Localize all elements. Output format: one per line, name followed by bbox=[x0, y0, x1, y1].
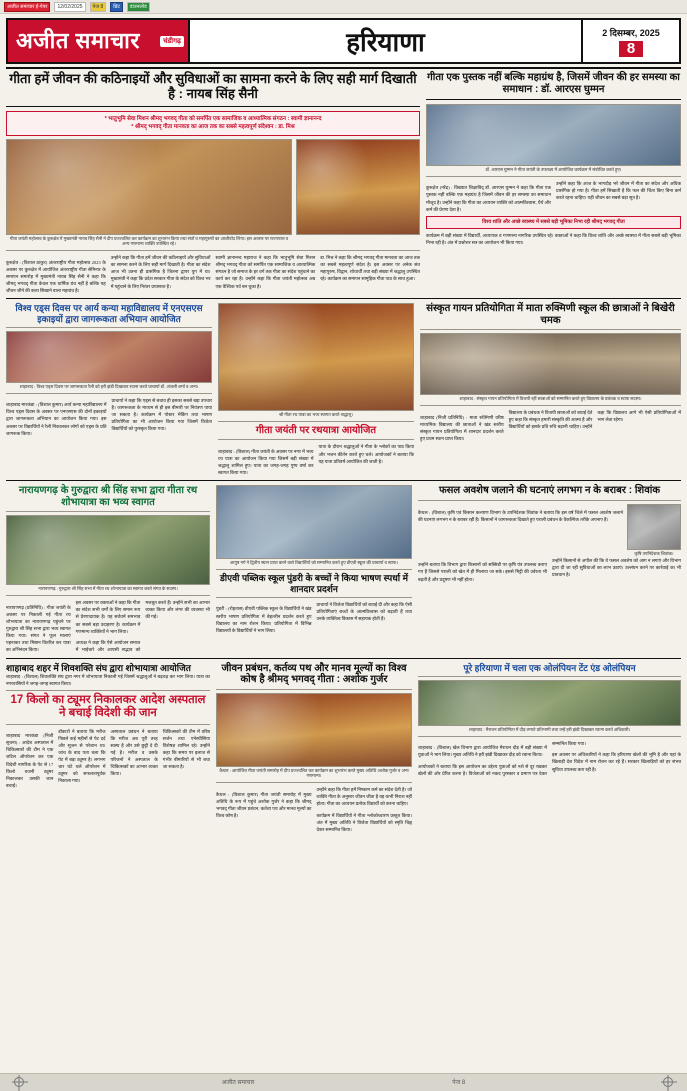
row-4 bbox=[6, 663, 681, 834]
lead-banner-line1: * भातुभूमि सेवा मिशन श्रीमद् भगवद् गीता को समर्पित एक सामाजिक व आध्यात्मिक संगठन : स्वामी ज्ञानानन्द bbox=[104, 115, 322, 122]
story-marathon bbox=[418, 663, 681, 834]
epaper-toolbar[interactable] bbox=[0, 0, 687, 14]
dav-body bbox=[216, 601, 412, 634]
toolbar-chip-3[interactable]: प्रिंट bbox=[110, 2, 123, 12]
narayangarh-caption: नारायणगढ़ : गुरुद्वारा श्री सिंह सभा में गीता रथ शोभायात्रा का स्वागत करते संगत के सदस्य। bbox=[38, 586, 178, 592]
lead-para-0: कुरुक्षेत्र : (विशाल ठाकुर) अंतरराष्ट्रीय गीता महोत्सव 2025 के अवसर पर कुरुक्षेत्र में आयोजित अंतरराष्ट्रीय गीता सेमिनार के समापन समारोह में मुख्यमंत्री नायब सिंह सैनी ने कहा कि श्रीमद् भगवद् गीता केवल एक धार्मिक ग्रंथ नहीं है बल्कि यह जीवन जीने की कला सिखाने वाला महाग्रंथ है। bbox=[6, 259, 106, 294]
nss-caption: शाहाबाद : विश्व एड्स दिवस पर जागरूकता रैली को हरी झंडी दिखाकर रवाना करते प्राचार्या डॉ. अंजली शर्मा व अन्य। bbox=[19, 383, 199, 389]
story-sanskrit bbox=[420, 303, 681, 476]
fasal-para-0: कैथल : (विशाल) कृषि एवं किसान कल्याण विभाग के उपनिदेशक शिवांक ने बताया कि इस वर्ष जिले में फसल अवशेष जलाने की घटनाएं लगभग न के बराबर रही हैं। किसानों ने जागरूकता दिखाते हुए पराली प्रबंधन के वैकल्पिक तरीके अपनाए हैं। bbox=[418, 509, 623, 522]
sanskrit-photo bbox=[420, 333, 681, 395]
narayangarh-photo bbox=[6, 515, 210, 585]
narayangarh-body bbox=[6, 599, 210, 653]
right-top-para-0: कुरुक्षेत्र (नरेंद्र) : विख्यात शिक्षाविद् डॉ. आरएस घुम्मन ने कहा कि गीता एक पुस्तक नहीं बल्कि एक महाग्रंथ है जिसमें जीवन की हर समस्या का समाधान मौजूद है। उन्होंने कहा कि गीता का अध्ययन व्यक्ति को आत्मविश्वास, धैर्य और कर्म की प्रेरणा देता है। bbox=[426, 185, 551, 212]
marathon-para-2: इस अवसर पर अधिकारियों ने कहा कि हरियाणा खेलों की भूमि है और यहां के खिलाड़ी देश विदेश में नाम रोशन कर रहे हैं। सरकार खिलाड़ियों को हर संभव सुविधा उपलब्ध करा रही है। bbox=[552, 752, 681, 772]
fasal-body bbox=[418, 557, 681, 585]
row-3 bbox=[6, 485, 681, 653]
ashok-para-1: उन्होंने कहा कि गीता हमें निष्काम कर्म का संदेश देती है। जो व्यक्ति गीता के अनुसार जीवन जीता है वह कभी निराश नहीं होता। गीता का अध्ययन प्रत्येक विद्यार्थी को करना चाहिए। bbox=[316, 787, 412, 807]
nss-body bbox=[6, 397, 212, 439]
right-top-photo bbox=[426, 104, 681, 166]
registration-mark-right bbox=[663, 1077, 673, 1087]
toolbar-chip-4[interactable]: डाउनलोड bbox=[127, 2, 150, 12]
sanskrit-caption: शाहाबाद : संस्कृत गायन प्रतियोगिता में विजयी रहीं छात्राओं को सम्मानित करते हुए विद्यालय के प्रबंधक व स्टाफ सदस्य। bbox=[459, 396, 642, 402]
lead-headline: गीता हमें जीवन की कठिनाइयों और सुविधाओं का सामना करने के लिए सही मार्ग दिखाती है : नायब सिंह सैनी bbox=[9, 71, 417, 101]
geeta-yatra-headline: गीता जयंती पर रथयात्रा आयोजित bbox=[255, 424, 377, 436]
right-top-para-2: कार्यक्रम में बड़ी संख्या में विद्यार्थी, अध्यापक व गणमान्य नागरिक उपस्थित रहे। वक्ताओं ने कहा कि विश्व शांति और अच्छे स्वास्थ्य में गीता सबसे बड़ी भूमिका निभा रही है। अंत में प्रश्नोत्तर सत्र का आयोजन भी किया गया। bbox=[426, 232, 681, 245]
marathon-caption: शाहाबाद : मैराथन प्रतियोगिता में दौड़ लगाते प्रतिभागी तथा उन्हें हरी झंडी दिखाकर रवाना करते अधिकारी। bbox=[468, 726, 631, 732]
lead-body bbox=[6, 254, 420, 294]
row-2 bbox=[6, 303, 681, 476]
narayangarh-para-2: अध्यक्ष ने कहा कि ऐसे आयोजन समाज में भाईचारे और आपसी सद्भाव को मजबूत करते हैं। उन्होंने सभी का आभार व्यक्त किया और लंगर की व्यवस्था भी की गई। bbox=[75, 600, 210, 653]
lead-banner bbox=[6, 111, 420, 136]
shobhayatra-headline: शाहाबाद शहर में शिवशक्ति संघ द्वारा शोभायात्रा आयोजित bbox=[6, 662, 191, 673]
fasal-caption: कृषि उपनिदेशक शिवांक। bbox=[634, 550, 674, 556]
lead-para-1: उन्होंने कहा कि गीता हमें जीवन की कठिनाइयों और सुविधाओं का सामना करने के लिए सही मार्ग दिखाती है। गीता का संदेश आज भी उतना ही प्रासंगिक है जितना द्वापर युग में था। मुख्यमंत्री ने कहा कि प्रदेश सरकार गीता के संदेश को विश्व भर में पहुंचाने के लिए निरंतर प्रयासरत है। bbox=[110, 255, 211, 289]
right-top-caption: डॉ. आरएस घुम्मन ने गीता जयंती के उपलक्ष्य में आयोजित कार्यक्रम में संबोधित करते हुए। bbox=[485, 167, 622, 172]
masthead bbox=[6, 18, 681, 64]
fasal-para-2: उन्होंने किसानों से अपील की कि वे फसल अवशेष को आग न लगाएं और विभाग द्वारा दी जा रही सुविधाओं का लाभ उठाएं। उल्लंघन करने पर कार्रवाई का भी प्रावधान है। bbox=[552, 557, 681, 577]
right-top-headline: गीता एक पुस्तक नहीं बल्कि महाग्रंथ है, जिसमें जीवन की हर समस्या का समाधान : डॉ. आरएस घुम्मन bbox=[427, 72, 680, 95]
fasal-para-1: उन्होंने बताया कि विभाग द्वारा किसानों को सब्सिडी पर कृषि यंत्र उपलब्ध कराए गए हैं जिससे पराली को खेत में ही मिलाया जा सके। इससे मिट्टी की उर्वरता भी बढ़ती है और प्रदूषण भी नहीं होता। bbox=[418, 562, 547, 582]
sanskrit-para-0: शाहाबाद (निजी प्रतिनिधि) : माता रुक्मिणी वरिष्ठ माध्यमिक विद्यालय की छात्राओं ने खंड स्तरीय संस्कृत गायन प्रतियोगिता में शानदार प्रदर्शन करते हुए प्रथम स्थान प्राप्त किया। bbox=[420, 414, 504, 441]
sanskrit-body bbox=[420, 409, 681, 442]
hospital-headline: 17 किलो का ट्यूमर निकालकर आदेश अस्पताल ने बचाई विदेशी की जान bbox=[10, 694, 206, 720]
narayangarh-para-0: नारायणगढ़ (प्रतिनिधि) : गीता जयंती के अवसर पर निकाली गई गीता रथ शोभायात्रा का नारायणगढ़ पहुंचने पर गुरुद्वारा श्री सिंह सभा द्वारा भव्य स्वागत किया गया। संगत ने फूल मालाएं पहनाकर तथा मिष्ठान वितरित कर यात्रा का अभिनंदन किया। bbox=[6, 604, 71, 653]
lead-photo-secondary bbox=[296, 139, 420, 235]
ashok-body bbox=[216, 786, 412, 833]
ashok-para-0: कैथल : (विशाल कुमार) गीता जयंती समारोह में मुख्य अतिथि के रूप में पहुंचे अशोक गुर्जर ने कहा कि श्रीमद् भगवद् गीता जीवन प्रबंधन, कर्तव्य पथ और मानव मूल्यों का विश्व कोष है। bbox=[216, 791, 312, 818]
hospital-body bbox=[6, 728, 210, 789]
story-geeta-yatra bbox=[218, 303, 414, 476]
nss-para-0: शाहाबाद मारकंडा : (विशाल कुमार) आर्य कन्या महाविद्यालय में विश्व एड्स दिवस के अवसर पर एनएसएस की दोनों इकाइयों द्वारा जागरूकता अभियान का आयोजन किया गया। इस अवसर पर विद्यार्थियों ने रैली निकालकर लोगों को एड्स के प्रति जागरूक किया। bbox=[6, 402, 107, 436]
fasal-headline: फसल अवशेष जलाने की घटनाएं लगभग न के बराबर : शिवांक bbox=[438, 485, 661, 497]
geeta-yatra-caption: श्री गीता रथ यात्रा का भव्य स्वागत करते श्रद्धालु। bbox=[278, 412, 354, 418]
dav-caption: आयुष गर्ग ने द्वितीय स्थान प्राप्त करने वाले विद्यार्थियों को सम्मानित करते हुए डीएवी स्कूल की प्राचार्या व स्टाफ। bbox=[229, 560, 399, 566]
masthead-brand bbox=[8, 20, 188, 62]
dav-para-0: पुंडरी : (रोहतास) डीएवी पब्लिक स्कूल के विद्यार्थियों ने खंड स्तरीय भाषण प्रतियोगिता में बेहतरीन प्रदर्शन करते हुए विद्यालय का नाम रोशन किया। प्रतियोगिता में विभिन्न विद्यालयों के विद्यार्थियों ने भाग लिया। bbox=[216, 606, 312, 633]
marathon-photo bbox=[418, 680, 681, 726]
marathon-para-0: शाहाबाद : (विशाल) खेल विभाग द्वारा आयोजित मैराथन दौड़ में बड़ी संख्या में युवाओं ने भाग लिया। मुख्य अतिथि ने हरी झंडी दिखाकर दौड़ को रवाना किया। bbox=[418, 745, 547, 758]
dav-headline: डीएवी पब्लिक स्कूल पुंडरी के बच्चों ने किया भाषण स्पर्धा में शानदार प्रदर्शन bbox=[219, 573, 408, 594]
right-top-para-1: उन्होंने कहा कि आज के भागदौड़ भरे जीवन में गीता का संदेश और अधिक प्रासंगिक हो गया है। गीता हमें सिखाती है कि फल की चिंता किए बिना कर्म करते रहना चाहिए। यही जीवन का सबसे बड़ा सूत्र है। bbox=[556, 180, 681, 200]
page-footer bbox=[0, 1073, 687, 1089]
lead-story bbox=[6, 72, 420, 294]
sanskrit-headline: संस्कृत गायन प्रतियोगिता में माता रुक्मिणी स्कूल की छात्राओं ने बिखेरी चमक bbox=[426, 303, 675, 326]
marathon-body bbox=[418, 740, 681, 778]
top-section bbox=[6, 72, 681, 294]
page-number: 8 bbox=[619, 41, 643, 57]
nss-photo bbox=[6, 331, 212, 383]
hospital-para-0: शाहाबाद मारकंडा (निजी सूचना) : आदेश अस्पताल में चिकित्सकों की टीम ने एक जटिल ऑपरेशन कर एक विदेशी नागरिक के पेट से 17 किलो वजनी ट्यूमर निकालकर उसकी जान बचाई। bbox=[6, 733, 54, 788]
sanskrit-para-1: विद्यालय के प्रबंधक ने विजयी छात्राओं को बधाई देते हुए कहा कि संस्कृत हमारी संस्कृति की आत्मा है और विद्यार्थियों को इसके प्रति रुचि बढ़ानी चाहिए। उन्होंने कहा कि विद्यालय आगे भी ऐसी प्रतियोगिताओं में भाग लेता रहेगा। bbox=[508, 409, 681, 430]
geeta-yatra-para-0: शाहाबाद : (विशाल) गीता जयंती के अवसर पर नगर में भव्य रथ यात्रा का आयोजन किया गया जिसमें बड़ी संख्या में श्रद्धालु शामिल हुए। यात्रा का जगह-जगह पुष्प वर्षा कर स्वागत किया गया। bbox=[218, 449, 314, 476]
marathon-para-1: आयोजकों ने बताया कि इस आयोजन का उद्देश्य युवाओं को नशे से दूर रखकर खेलों की ओर प्रेरित करना है। विजेताओं को नकद पुरस्कार व प्रमाण पत्र देकर सम्मानित किया गया। bbox=[418, 740, 586, 777]
story-narayangarh bbox=[6, 485, 210, 653]
nss-headline: विश्व एड्स दिवस पर आर्य कन्या महाविद्यालय में एनएसएस इकाइयों द्वारा जागरूकता अभियान आयोजित bbox=[15, 303, 203, 324]
lead-photo-main bbox=[6, 139, 292, 235]
marathon-headline: पूरे हरियाणा में चला एक ओलंपियन टेंट एंड ओलंपियन bbox=[463, 662, 636, 673]
fasal-photo bbox=[627, 504, 681, 550]
registration-mark-left bbox=[14, 1077, 24, 1087]
geeta-yatra-para-1: यात्रा के दौरान श्रद्धालुओं ने गीता के श्लोकों का पाठ किया और भजन कीर्तन करते हुए चले। आयोजकों ने बताया कि यह यात्रा प्रतिवर्ष आयोजित की जाती है। bbox=[318, 444, 414, 464]
lead-para-3: डा. मिश्र ने कहा कि श्रीमद् भगवद् गीता मानवता का आज तक का सबसे महत्वपूर्ण संदेश है। इस अवसर पर अनेक संत महापुरुष, विद्वान, शोधार्थी तथा बड़ी संख्या में श्रद्धालु उपस्थित रहे। कार्यक्रम का समापन सामूहिक गीता पाठ के साथ हुआ। bbox=[320, 255, 420, 282]
lead-photo-caption: गीता जयंती महोत्सव के कुरुक्षेत्र में मुख्यमंत्री नायब सिंह सैनी ने दीप प्रज्ज्वलित कर कार्यक्रम का शुभारंभ किया तथा संतों व महापुरुषों का आशीर्वाद लिया। इस अवसर पर राज्यपाल व अन्य गणमान्य व्यक्ति उपस्थित रहे। bbox=[9, 235, 289, 247]
dav-photo bbox=[216, 485, 412, 559]
shobhayatra-para-0: शाहाबाद : (विशाल) शिवशक्ति संघ द्वारा नगर में शोभायात्रा निकाली गई जिसमें श्रद्धालुओं ने बढ़चढ़ कर भाग लिया। यात्रा का नगरवासियों ने जगह-जगह स्वागत किया। bbox=[6, 673, 210, 687]
story-dav bbox=[216, 485, 412, 653]
nss-para-1: प्राचार्या ने कहा कि एड्स से बचाव ही इसका सबसे बड़ा उपचार है। जागरूकता के माध्यम से ही इस बीमारी पर नियंत्रण पाया जा सकता है। कार्यक्रम में पोस्टर मेकिंग तथा भाषण प्रतियोगिता का भी आयोजन किया गया जिसमें विजेता विद्यार्थियों को पुरस्कृत किया गया। bbox=[111, 397, 212, 432]
hospital-para-1: डॉक्टरों ने बताया कि मरीज पिछले कई महीनों से पेट दर्द और सूजन से परेशान था। जांच के बाद पता चला कि पेट में बड़ा ट्यूमर है। लगभग चार घंटे चले ऑपरेशन में ट्यूमर को सफलतापूर्वक निकाला गया। bbox=[58, 728, 106, 784]
narayangarh-headline: नारायणगढ़ के गुरुद्वारा श्री सिंह सभा द्वारा गीता रथ शोभायात्रा का भव्य स्वागत bbox=[18, 485, 198, 508]
story-fasal bbox=[418, 485, 681, 653]
masthead-edition: चंडीगढ़ bbox=[160, 36, 184, 47]
story-hospital-block bbox=[6, 663, 210, 834]
hospital-para-3: चिकित्सकों की टीम में वरिष्ठ सर्जन तथा एनेस्थीसिया विशेषज्ञ शामिल रहे। उन्होंने कहा कि समय पर इलाज से गंभीर बीमारियों से भी बचा जा सकता है। bbox=[162, 728, 210, 770]
ashok-headline: जीवन प्रबंधन, कर्तव्य पथ और मानव मूल्यों का विश्व कोष है श्रीमद् भगवद् गीता : अशोक गुर्जर bbox=[221, 662, 407, 686]
masthead-meta bbox=[583, 20, 679, 62]
narayangarh-para-1: इस अवसर पर वक्ताओं ने कहा कि गीता का संदेश सभी धर्मों के लिए समान रूप से प्रेरणादायक है। यह सर्वधर्म समभाव का सबसे बड़ा उदाहरण है। कार्यक्रम में गणमान्य व्यक्तियों ने भाग लिया। bbox=[75, 600, 141, 634]
story-right-top bbox=[426, 72, 681, 294]
ashok-caption: कैथल : आयोजित गीता जयंती समारोह में दीप प्रज्ज्वलित कर कार्यक्रम का शुभारंभ करते मुख्य अतिथि अशोक गुर्जर व अन्य गणमान्य। bbox=[219, 767, 409, 779]
story-ashok-gurjar bbox=[216, 663, 412, 834]
ashok-photo bbox=[216, 693, 412, 767]
toolbar-chip-2[interactable]: पेज 8 bbox=[90, 2, 107, 12]
story-nss bbox=[6, 303, 212, 476]
hospital-para-2: अस्पताल प्रबंधन ने बताया कि मरीज अब पूरी तरह स्वस्थ है और उसे छुट्टी दे दी गई है। मरीज व उसके परिजनों ने अस्पताल के चिकित्सकों का आभार व्यक्त किया। bbox=[110, 728, 158, 777]
geeta-yatra-body bbox=[218, 443, 414, 476]
footer-left: अजीत समाचार bbox=[221, 1079, 255, 1086]
masthead-date: 2 दिसम्बर, 2025 bbox=[602, 27, 660, 38]
dav-para-1: प्राचार्या ने विजेता विद्यार्थियों को बधाई दी और कहा कि ऐसी प्रतियोगिताएं बच्चों के आत्मविश्वास को बढ़ाती हैं तथा उनके व्यक्तित्व विकास में सहायक होती हैं। bbox=[316, 601, 412, 622]
right-top-body-a bbox=[426, 180, 681, 213]
toolbar-chip-1[interactable]: 12/02/2025 bbox=[54, 2, 85, 12]
right-top-highlight: विश्व शांति और अच्छे स्वास्थ्य में सबसे बड़ी भूमिका निभा रही श्रीमद् भगवद् गीता bbox=[426, 216, 681, 229]
toolbar-chip-0[interactable]: अजीत समाचार ई-पेपर bbox=[4, 2, 50, 12]
lead-para-2: स्वामी ज्ञानानन्द महाराज ने कहा कि भातुभूमि सेवा मिशन श्रीमद् भगवद् गीता को समर्पित एक सामाजिक व आध्यात्मिक संगठन है जो समाज के हर वर्ग तक गीता का संदेश पहुंचाने का कार्य कर रहा है। उन्होंने कहा कि गीता जयंती महोत्सव अब एक वैश्विक पर्व बन चुका है। bbox=[215, 255, 316, 289]
masthead-section: हरियाणा bbox=[188, 20, 583, 62]
footer-right: पेज 8 bbox=[452, 1079, 466, 1086]
lead-banner-line2: * श्रीमद् भगवद् गीता मानवता का आज तक का सबसे महत्वपूर्ण संदेश्वन : डा. मिश्र bbox=[131, 124, 295, 131]
ashok-para-2: कार्यक्रम में विद्यार्थियों ने गीता श्लोकोच्चारण प्रस्तुत किया। अंत में मुख्य अतिथि ने विजेता विद्यार्थियों को स्मृति चिह्न देकर सम्मानित किया। bbox=[316, 812, 412, 833]
geeta-yatra-photo-tall bbox=[218, 303, 414, 411]
masthead-title: अजीत समाचार bbox=[16, 28, 140, 53]
